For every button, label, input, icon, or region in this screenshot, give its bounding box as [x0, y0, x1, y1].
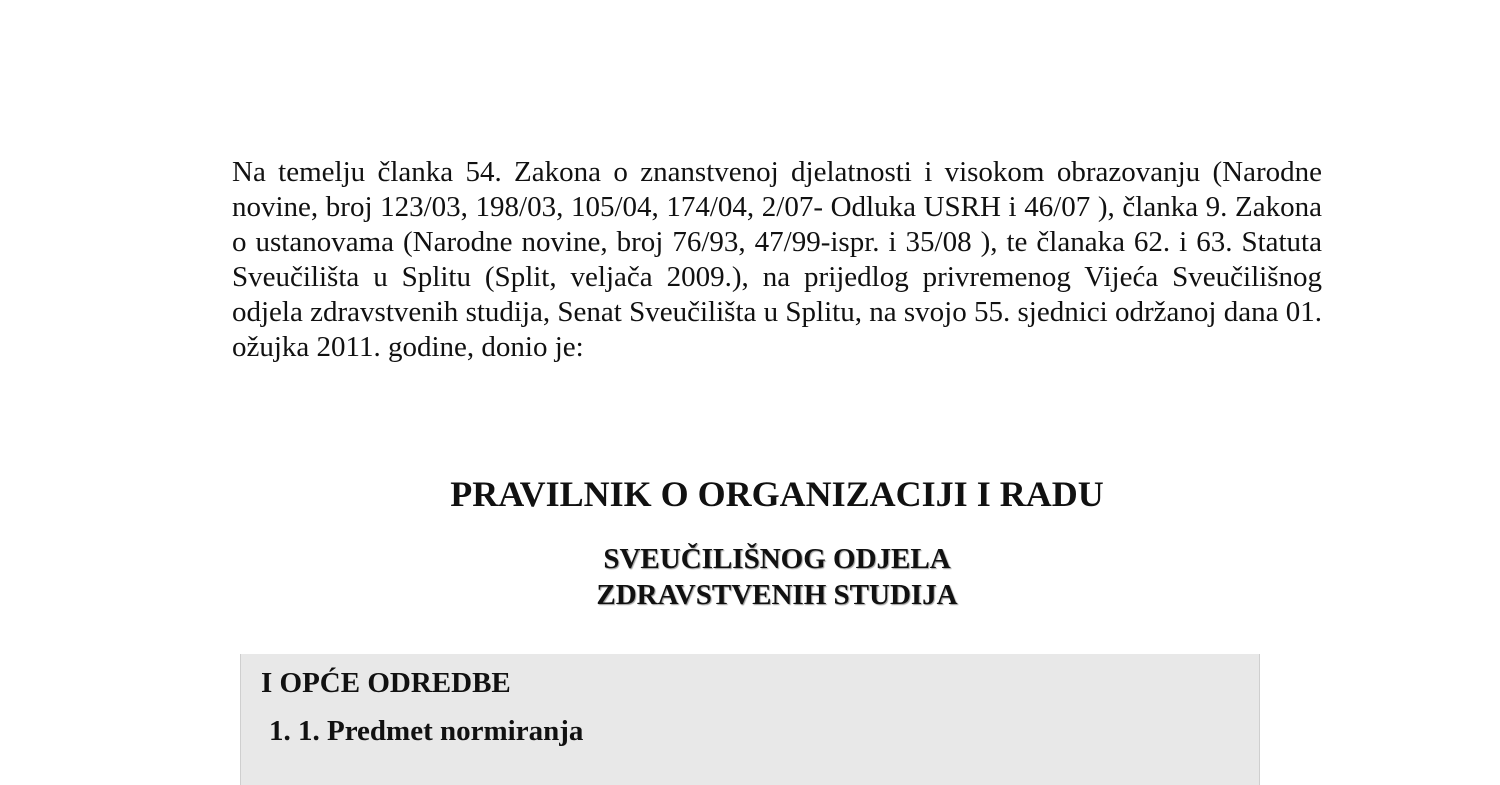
section-general-provisions — [240, 654, 1260, 785]
document-title: PRAVILNIK O ORGANIZACIJI I RADU — [450, 474, 1104, 514]
document-subtitle-line-1: SVEUČILIŠNOG ODJELA — [603, 543, 951, 575]
intro-paragraph: Na temelju članka 54. Zakona o znanstvenoj djelatnosti i visokom obrazovanju (Narodne novine, broj 123/03, 198/03, 105/04, 174/04, 2/07- Odluka USRH i 46/07 ), članka 9. Zakona o ustanovama (Narodne novine, broj 76/93, 47/99-ispr. i 35/08 ), te članaka 62. i 63. Statuta Sveučilišta u Splitu (Split, veljača 2009.), na prijedlog privremenog Vijeća Sveučilišnog odjela zdravstvenih studija, Senat Sveučilišta u Splitu, na svojo 55. sjednici održanoj dana 01. ožujka 2011. godine, donio je: — [232, 156, 1322, 363]
document-subtitle-line-2: ZDRAVSTVENIH STUDIJA — [596, 579, 958, 611]
subsection-heading: 1. 1. Predmet normiranja — [269, 715, 584, 747]
section-heading: I OPĆE ODREDBE — [261, 667, 511, 699]
